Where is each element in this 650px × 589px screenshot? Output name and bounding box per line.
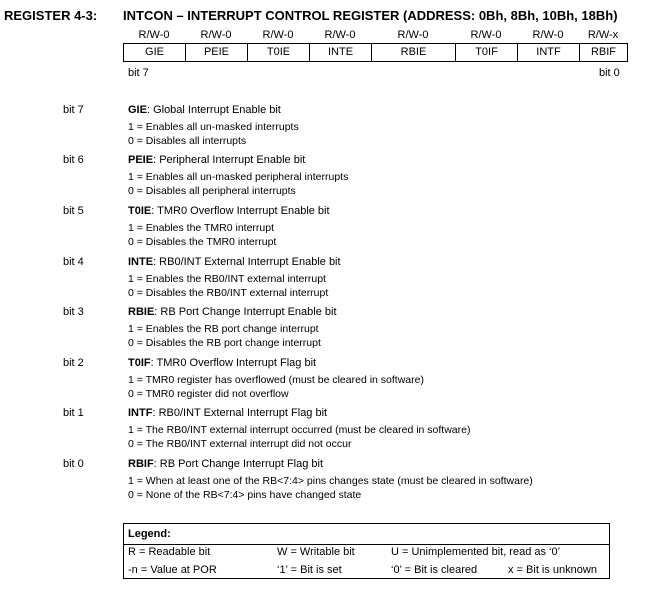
- bit-number: bit 5: [63, 205, 84, 217]
- bit-cell-rbif: RBIF: [580, 44, 628, 62]
- bit-set-meaning: 1 = Enables all un-masked interrupts: [128, 121, 299, 133]
- bit-field-row: [124, 44, 628, 62]
- bit-name: RBIF: [128, 458, 154, 470]
- access-bit7: R/W-0: [138, 29, 170, 41]
- access-row: [123, 29, 627, 41]
- bit-cell-t0ie: T0IE: [248, 44, 310, 62]
- bit-heading: [128, 407, 327, 419]
- lsb-label: bit 0: [599, 67, 620, 79]
- bit-number: bit 6: [63, 154, 84, 166]
- access-bit5: R/W-0: [262, 29, 294, 41]
- bit-set-meaning: 1 = The RB0/INT external interrupt occurred (must be cleared in software): [128, 424, 471, 436]
- bit-heading: [128, 306, 337, 318]
- bit-set-meaning: 1 = Enables all un-masked peripheral interrupts: [128, 171, 349, 183]
- bit-cell-rbie: RBIE: [372, 44, 456, 62]
- bit-name: T0IE: [128, 205, 152, 217]
- bit-clear-meaning: 0 = Disables all peripheral interrupts: [128, 185, 296, 197]
- bit-cell-inte: INTE: [310, 44, 372, 62]
- legend-unimplemented: U = Unimplemented bit, read as ‘0’: [391, 546, 561, 558]
- legend-writable: W = Writable bit: [277, 546, 355, 558]
- bit-desc: : TMR0 Overflow Interrupt Flag bit: [150, 357, 317, 369]
- bit-clear-meaning: 0 = Disables the RB0/INT external interrupt: [128, 287, 329, 299]
- access-bit6: R/W-0: [200, 29, 232, 41]
- bit-heading: [128, 104, 281, 116]
- bit-name: GIE: [128, 104, 147, 116]
- bit-clear-meaning: 0 = Disables the RB port change interrupt: [128, 337, 321, 349]
- bit-heading: [128, 154, 305, 166]
- legend-title: Legend:: [128, 528, 171, 540]
- bit-name: INTE: [128, 256, 154, 268]
- bit-heading: [128, 256, 341, 268]
- bit-clear-meaning: 0 = TMR0 register did not overflow: [128, 388, 289, 400]
- access-bit1: R/W-0: [532, 29, 564, 41]
- bit-cell-peie: PEIE: [186, 44, 248, 62]
- bit-name: PEIE: [128, 154, 154, 166]
- msb-label: bit 7: [128, 67, 149, 79]
- bit-number: bit 1: [63, 407, 84, 419]
- bit-desc: : RB Port Change Interrupt Flag bit: [153, 458, 324, 470]
- access-bit0: R/W-x: [587, 29, 619, 41]
- bit-set-meaning: 1 = Enables the RB0/INT external interrupt: [128, 273, 326, 285]
- bit-set-meaning: 1 = Enables the RB port change interrupt: [128, 323, 319, 335]
- register-number: REGISTER 4-3:: [4, 8, 98, 23]
- bit-heading: [128, 205, 330, 217]
- bit-set-meaning: 1 = TMR0 register has overflowed (must be cleared in software): [128, 374, 424, 386]
- bit-clear-meaning: 0 = Disables the TMR0 interrupt: [128, 236, 277, 248]
- bit-desc: : TMR0 Overflow Interrupt Enable bit: [151, 205, 330, 217]
- bit-name: T0IF: [128, 357, 151, 369]
- bit-clear-meaning: 0 = Disables all interrupts: [128, 135, 247, 147]
- bit-name: RBIE: [128, 306, 155, 318]
- legend-cleared: ‘0’ = Bit is cleared: [391, 564, 478, 576]
- legend-unknown: x = Bit is unknown: [508, 564, 597, 576]
- bit-number: bit 3: [63, 306, 84, 318]
- bit-desc: : Global Interrupt Enable bit: [146, 104, 281, 116]
- bit-number: bit 4: [63, 256, 84, 268]
- bit-desc: : RB0/INT External Interrupt Enable bit: [153, 256, 341, 268]
- bit-clear-meaning: 0 = The RB0/INT external interrupt did not occur: [128, 438, 352, 450]
- bit-clear-meaning: 0 = None of the RB<7:4> pins have changed state: [128, 489, 362, 501]
- bit-number: bit 0: [63, 458, 84, 470]
- legend-divider: [124, 544, 609, 545]
- legend-box: [123, 523, 610, 579]
- bit-field-table: [123, 43, 628, 62]
- bit-number: bit 2: [63, 357, 84, 369]
- bit-desc: : Peripheral Interrupt Enable bit: [153, 154, 306, 166]
- legend-readable: R = Readable bit: [128, 546, 211, 558]
- bit-set-meaning: 1 = When at least one of the RB<7:4> pins changes state (must be cleared in software): [128, 475, 533, 487]
- access-bit3: R/W-0: [397, 29, 429, 41]
- bit-heading: [128, 357, 316, 369]
- bit-cell-intf: INTF: [518, 44, 580, 62]
- register-title: INTCON – INTERRUPT CONTROL REGISTER (ADDRESS: 0Bh, 8Bh, 10Bh, 18Bh): [123, 8, 618, 23]
- access-bit4: R/W-0: [324, 29, 356, 41]
- bit-number: bit 7: [63, 104, 84, 116]
- bit-cell-t0if: T0IF: [456, 44, 518, 62]
- access-bit2: R/W-0: [470, 29, 502, 41]
- bit-desc: : RB0/INT External Interrupt Flag bit: [152, 407, 328, 419]
- bit-cell-gie: GIE: [124, 44, 186, 62]
- bit-desc: : RB Port Change Interrupt Enable bit: [154, 306, 337, 318]
- legend-set: ‘1’ = Bit is set: [277, 564, 342, 576]
- legend-por: -n = Value at POR: [128, 564, 217, 576]
- bit-name: INTF: [128, 407, 153, 419]
- bit-set-meaning: 1 = Enables the TMR0 interrupt: [128, 222, 275, 234]
- bit-heading: [128, 458, 323, 470]
